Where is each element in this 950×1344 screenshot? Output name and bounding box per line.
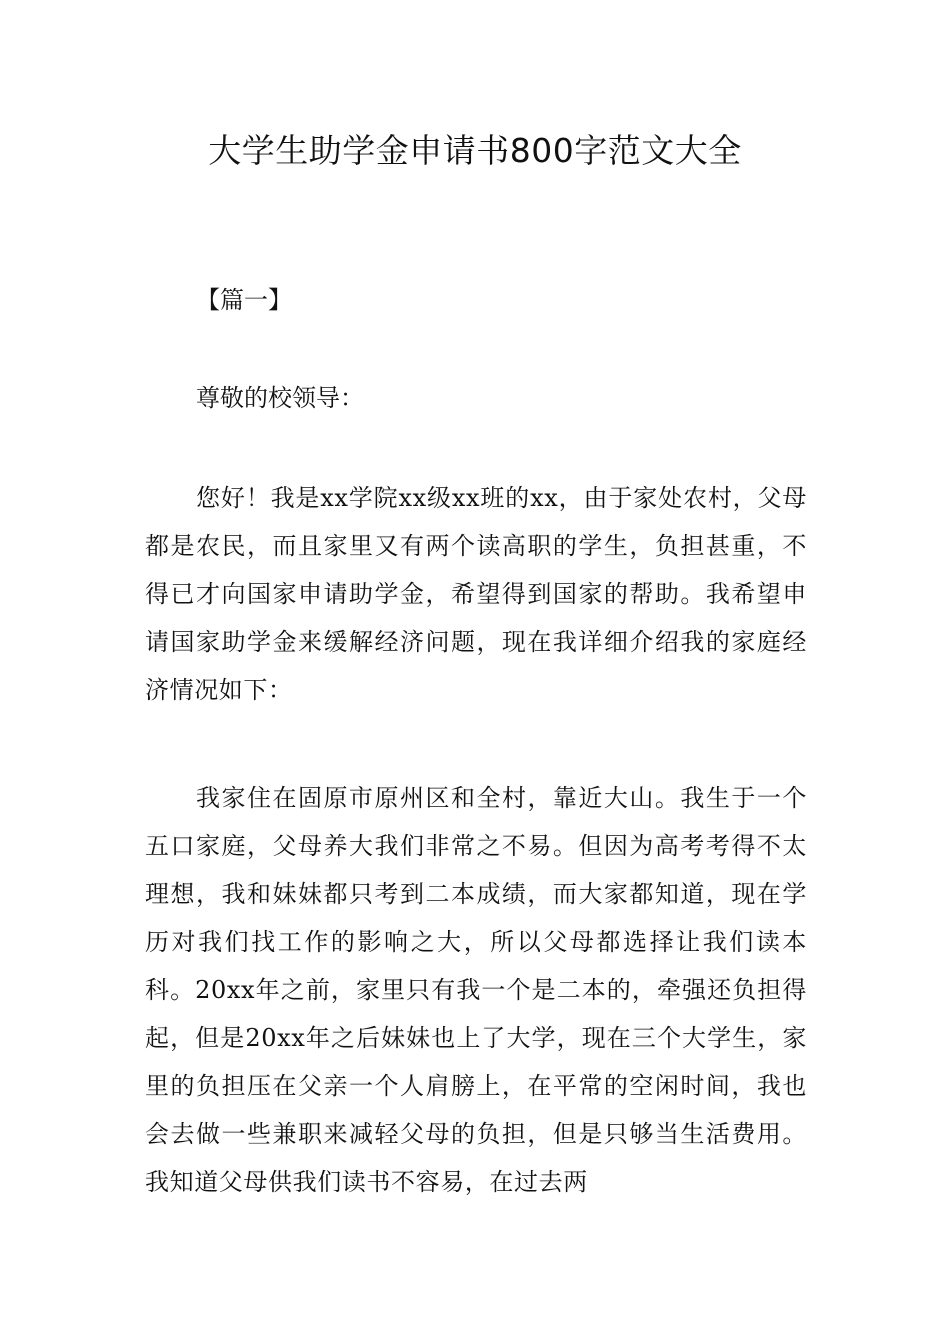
document-title: 大学生助学金申请书800字范文大全: [208, 131, 742, 170]
salutation: 尊敬的校领导：: [196, 384, 364, 412]
body-paragraph-1: 您好！我是xx学院xx级xx班的xx，由于家处农村，父母都是农民，而且家里又有两个读高职的学生，负担甚重，不得已才向国家申请助学金，希望得到国家的帮助。我希望申请国家助学金来缓解经济问题，现在我详细介绍我的家庭经济情况如下：: [145, 484, 807, 704]
section-label: 【篇一】: [196, 286, 292, 314]
body-paragraph-2: 我家住在固原市原州区和全村，靠近大山。我生于一个五口家庭，父母养大我们非常之不易。但因为高考考得不太理想，我和妹妹都只考到二本成绩，而大家都知道，现在学历对我们找工作的影响之大，所以父母都选择让我们读本科。20xx年之前，家里只有我一个是二本的，牵强还负担得起，但是20xx年之后妹妹也上了大学，现在三个大学生，家里的负担压在父亲一个人肩膀上，在平常的空闲时间，我也会去做一些兼职来减轻父母的负担，但是只够当生活费用。我知道父母供我们读书不容易，在过去两: [145, 784, 807, 1196]
